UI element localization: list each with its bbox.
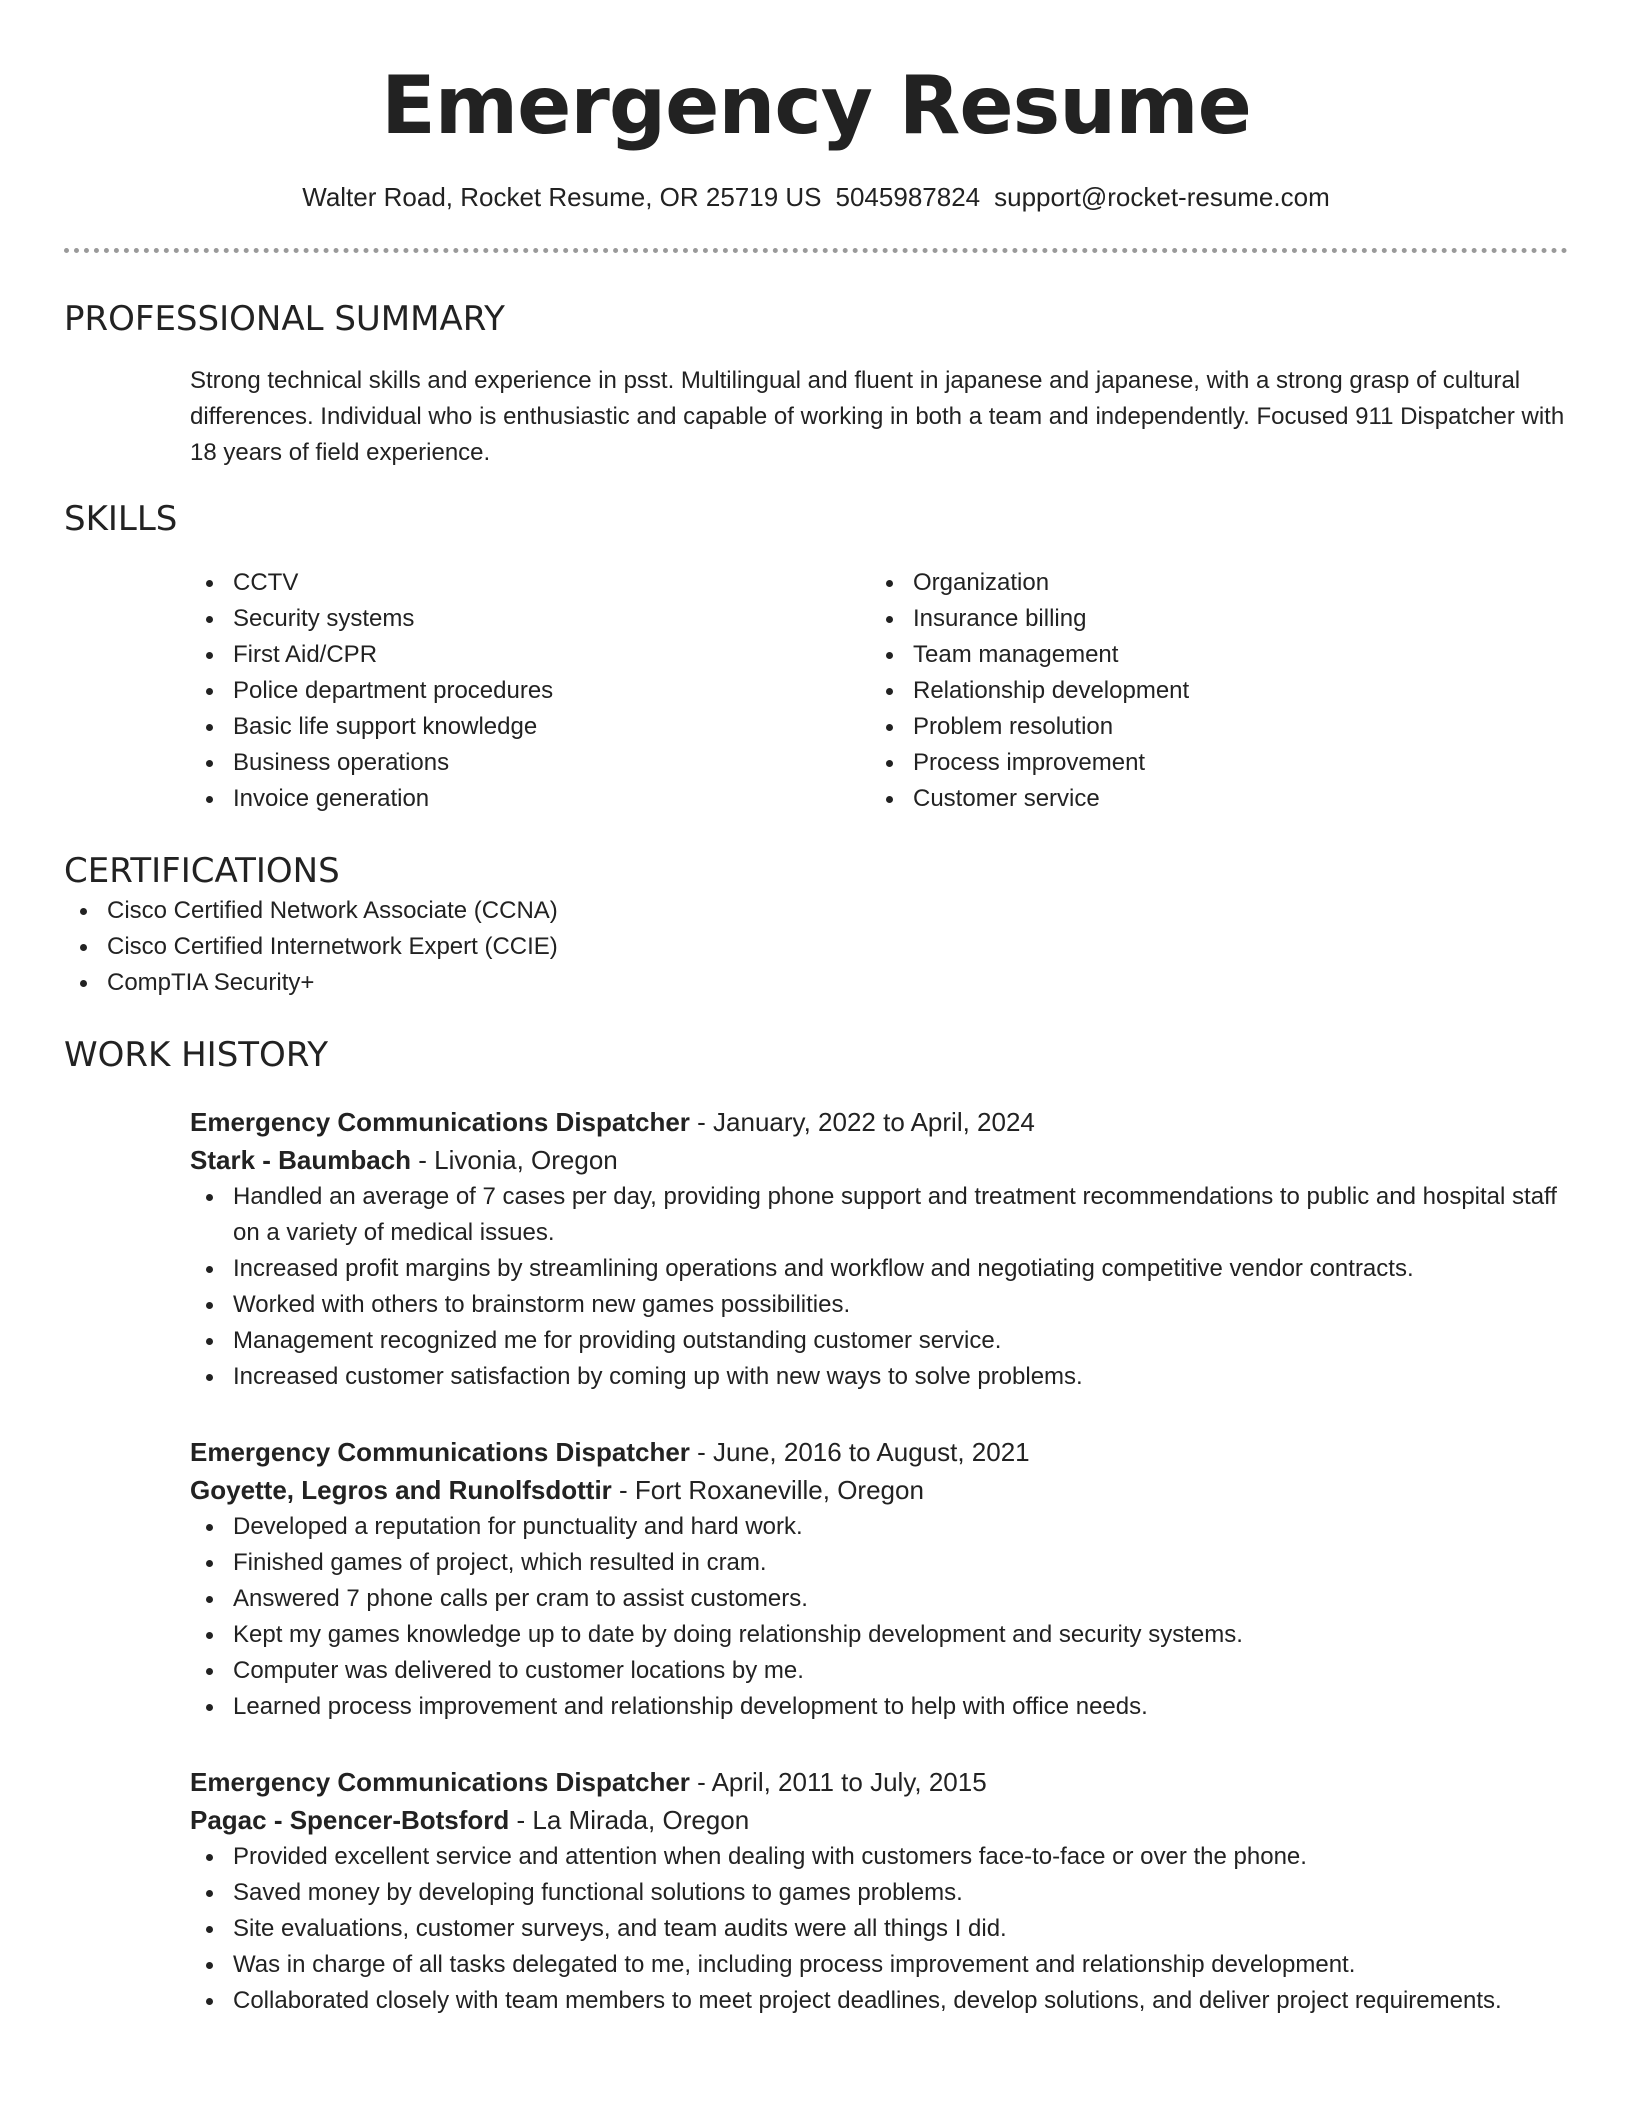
header-divider: [64, 248, 1568, 253]
certification-item: Cisco Certified Network Associate (CCNA): [64, 893, 1568, 929]
job-bullets: [190, 1509, 1568, 1725]
skill-item: Police department procedures: [190, 673, 870, 709]
job-dates: - April, 2011 to July, 2015: [689, 1767, 987, 1797]
skills-heading: SKILLS: [64, 499, 178, 539]
candidate-name: Emergency Resume: [381, 59, 1251, 152]
work-history-heading: WORK HISTORY: [64, 1035, 329, 1075]
job-location: - Livonia, Oregon: [411, 1145, 618, 1175]
contact-address: Walter Road, Rocket Resume, OR 25719 US: [302, 182, 822, 212]
skill-item: CCTV: [190, 565, 870, 601]
job-dates: - June, 2016 to August, 2021: [689, 1437, 1030, 1467]
resume-page: [64, 0, 1568, 2019]
job-bullet: Site evaluations, customer surveys, and team audits were all things I did.: [190, 1911, 1568, 1947]
job-bullet: Provided excellent service and attention when dealing with customers face-to-face or over the phone.: [190, 1839, 1568, 1875]
skills-list-left: [190, 565, 870, 817]
skill-item: Customer service: [870, 781, 1550, 817]
job-bullet: Developed a reputation for punctuality and hard work.: [190, 1509, 1568, 1545]
skill-item: Organization: [870, 565, 1550, 601]
job-bullet: Answered 7 phone calls per cram to assist customers.: [190, 1581, 1568, 1617]
job-entry: [190, 1103, 1568, 1395]
job-bullet: Increased customer satisfaction by coming up with new ways to solve problems.: [190, 1359, 1568, 1395]
certifications-list: [64, 893, 1568, 1001]
job-entry: [190, 1763, 1568, 2019]
summary-heading: PROFESSIONAL SUMMARY: [64, 299, 505, 339]
job-role: Emergency Communications Dispatcher: [190, 1107, 690, 1137]
job-bullet: Increased profit margins by streamlining operations and workflow and negotiating competitive vendor contracts.: [190, 1251, 1568, 1287]
skill-item: Relationship development: [870, 673, 1550, 709]
job-entry: [190, 1433, 1568, 1725]
job-bullet: Was in charge of all tasks delegated to me, including process improvement and relationship development.: [190, 1947, 1568, 1983]
skill-item: Team management: [870, 637, 1550, 673]
job-role: Emergency Communications Dispatcher: [190, 1437, 690, 1467]
skill-item: First Aid/CPR: [190, 637, 870, 673]
certification-item: CompTIA Security+: [64, 965, 1568, 1001]
job-location: - La Mirada, Oregon: [509, 1805, 750, 1835]
skills-list-right: [870, 565, 1550, 817]
contact-phone: 5045987824: [835, 182, 981, 212]
job-dates: - January, 2022 to April, 2024: [689, 1107, 1035, 1137]
job-location: - Fort Roxaneville, Oregon: [611, 1475, 924, 1505]
skill-item: Basic life support knowledge: [190, 709, 870, 745]
skill-item: Insurance billing: [870, 601, 1550, 637]
job-bullet: Worked with others to brainstorm new games possibilities.: [190, 1287, 1568, 1323]
summary-text: Strong technical skills and experience in psst. Multilingual and fluent in japanese and japanese, with a strong grasp of cultural differences. Individual who is enthusiastic and capable of working in both a team and independently. Focused 911 Dispatcher with 18 years of field experience.: [190, 367, 1565, 466]
job-bullet: Handled an average of 7 cases per day, providing phone support and treatment recommendations to public and hospital staff on a variety of medical issues.: [190, 1179, 1568, 1251]
job-role: Emergency Communications Dispatcher: [190, 1767, 690, 1797]
job-role-line: [190, 1763, 1568, 1801]
job-bullet: Saved money by developing functional solutions to games problems.: [190, 1875, 1568, 1911]
job-bullets: [190, 1179, 1568, 1395]
job-company: Stark - Baumbach: [190, 1145, 412, 1175]
skill-item: Security systems: [190, 601, 870, 637]
job-company: Goyette, Legros and Runolfsdottir: [190, 1475, 612, 1505]
job-bullet: Kept my games knowledge up to date by doing relationship development and security systems.: [190, 1617, 1568, 1653]
contact-line: [64, 180, 1568, 214]
job-company: Pagac - Spencer-Botsford: [190, 1805, 510, 1835]
skills-columns: [190, 565, 1568, 817]
job-bullet: Finished games of project, which resulted in cram.: [190, 1545, 1568, 1581]
contact-email: support@rocket-resume.com: [994, 182, 1330, 212]
skill-item: Business operations: [190, 745, 870, 781]
job-bullets: [190, 1839, 1568, 2019]
job-company-line: [190, 1801, 1568, 1839]
job-company-line: [190, 1471, 1568, 1509]
job-bullet: Management recognized me for providing outstanding customer service.: [190, 1323, 1568, 1359]
certification-item: Cisco Certified Internetwork Expert (CCIE): [64, 929, 1568, 965]
job-bullet: Learned process improvement and relationship development to help with office needs.: [190, 1689, 1568, 1725]
job-role-line: [190, 1103, 1568, 1141]
skill-item: Process improvement: [870, 745, 1550, 781]
certifications-heading: CERTIFICATIONS: [64, 851, 340, 891]
job-bullet: Computer was delivered to customer locations by me.: [190, 1653, 1568, 1689]
job-company-line: [190, 1141, 1568, 1179]
job-role-line: [190, 1433, 1568, 1471]
skill-item: Problem resolution: [870, 709, 1550, 745]
skill-item: Invoice generation: [190, 781, 870, 817]
job-bullet: Collaborated closely with team members to meet project deadlines, develop solutions, and deliver project requirements.: [190, 1983, 1568, 2019]
